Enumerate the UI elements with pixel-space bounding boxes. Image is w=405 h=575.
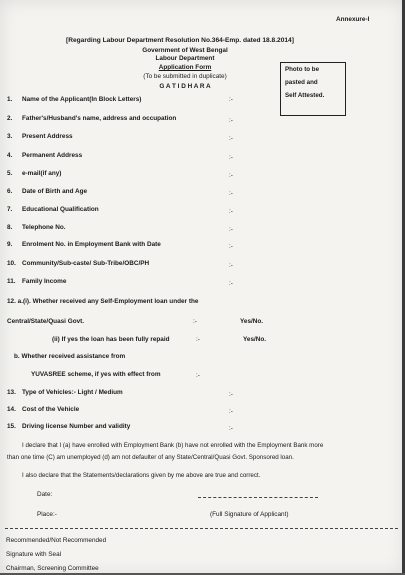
item-separator: :-: [193, 318, 197, 325]
date-label: Date:: [37, 491, 53, 498]
item-number: 9.: [7, 241, 13, 248]
item-label: Cost of the Vehicle: [22, 406, 80, 413]
item-label: Permanent Address: [22, 152, 83, 159]
item-separator: :-: [229, 154, 233, 161]
item-12-line-4: b. Whether received assistance from: [14, 353, 126, 360]
item-separator: :-: [229, 96, 233, 103]
divider-line: [5, 528, 398, 529]
item-number: 15.: [7, 423, 16, 430]
item-number: 11.: [7, 278, 16, 285]
item-number: 6.: [7, 188, 13, 195]
item-separator: :-: [196, 372, 200, 379]
item-number: 8.: [7, 224, 13, 231]
declaration-line-2: than one time (C) am unemployed (d) am not defaulter of any State/Central/Quasi Govt. Sponsored loan.: [7, 454, 294, 461]
item-label: Driving license Number and validity: [22, 423, 131, 430]
government-name: Government of West Bengal: [142, 47, 228, 54]
item-number: 13.: [7, 389, 16, 396]
item-label: Enrolment No. in Employment Bank with Date: [22, 241, 161, 248]
place-label: Place:-: [37, 511, 57, 518]
item-number: 2.: [7, 115, 13, 122]
item-label: Telephone No.: [22, 224, 66, 231]
scheme-name: G A T I D H A R A: [159, 83, 211, 90]
item-label: Community/Sub-caste/ Sub-Tribe/OBC/PH: [22, 260, 150, 267]
item-separator: :-: [229, 425, 233, 432]
photo-box-line: pasted and: [285, 79, 318, 86]
yes-no-choice: Yes/No.: [240, 318, 264, 325]
item-number: 3.: [7, 133, 13, 140]
item-label: Educational Qualification: [22, 206, 99, 213]
item-label: Type of Vehicles:- Light / Medium: [22, 389, 123, 396]
item-label: Father's/Husband's name, address and occupation: [22, 115, 177, 122]
item-separator: :-: [229, 243, 233, 250]
signature-line: [198, 497, 318, 498]
item-separator: :-: [229, 408, 233, 415]
item-number: 14.: [7, 406, 16, 413]
item-label: Family Income: [22, 278, 67, 285]
item-separator: :-: [229, 391, 233, 398]
item-number: 4.: [7, 152, 13, 159]
declaration-line-3: I also declare that the Statements/declarations given by me above are true and correct.: [22, 472, 261, 479]
item-12-line-1: 12. a.(i). Whether received any Self-Employment loan under the: [7, 298, 199, 305]
yes-no-choice: Yes/No.: [243, 336, 267, 343]
item-12-line-3: (ii) If yes the loan has been fully repaid: [52, 336, 170, 343]
item-12-line-5: YUVASREE scheme, if yes with effect from: [31, 371, 161, 378]
item-number: 1.: [7, 96, 13, 103]
item-separator: :-: [229, 190, 233, 197]
item-label: Name of the Applicant(In Block Letters): [22, 96, 142, 103]
applicant-signature-label: (Full Signature of Applicant): [210, 511, 289, 518]
item-label: Date of Birth and Age: [22, 188, 88, 195]
signature-seal-label: Signature with Seal: [6, 551, 62, 558]
item-label: e-mail(if any): [22, 170, 62, 177]
item-separator: :-: [229, 117, 233, 124]
item-separator: :-: [229, 226, 233, 233]
item-separator: :-: [229, 262, 233, 269]
form-title: Application Form: [158, 64, 212, 71]
photo-box-line: Self Attested.: [285, 92, 325, 99]
item-number: 10.: [7, 260, 16, 267]
item-separator: :-: [229, 208, 233, 215]
item-12-line-2: Central/State/Quasi Govt.: [7, 318, 85, 325]
department-name: Labour Department: [155, 55, 215, 62]
recommendation-label: Recommended/Not Recommended: [6, 537, 107, 544]
chairman-label: Chairman, Screening Committee: [6, 565, 99, 572]
duplicate-note: (To be submitted in duplicate): [143, 73, 227, 80]
item-separator: :-: [229, 172, 233, 179]
item-number: 5.: [7, 170, 13, 177]
item-separator: :-: [196, 336, 200, 343]
item-separator: :-: [229, 135, 233, 142]
photo-box-line: Photo to be: [285, 66, 320, 73]
resolution-reference: [Regarding Labour Department Resolution No.364-Emp. dated 18.8.2014]: [66, 37, 294, 44]
item-label: Present Address: [22, 133, 73, 140]
declaration-line-1: I declare that I (a) have enrolled with Employment Bank (b) have not enrolled with the Employment Bank more: [22, 442, 324, 449]
annexure-label: Annexure-I: [336, 16, 370, 23]
item-number: 7.: [7, 206, 13, 213]
item-separator: :-: [229, 280, 233, 287]
photo-box: [280, 62, 346, 116]
